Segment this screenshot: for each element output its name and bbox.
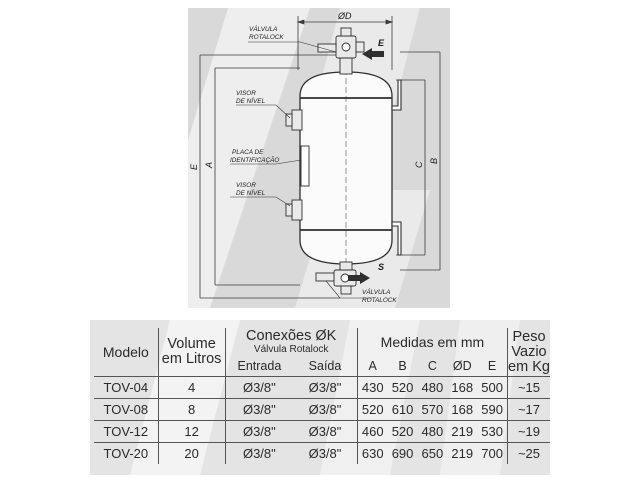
specification-table [94,328,550,464]
header-connections: Conexões ØK Válvula Rotalock [225,328,357,356]
header-c: C [417,356,447,377]
valve-bottom-label-1: VÁLVULA [362,289,391,296]
dimension-b-label: B [429,157,439,164]
visor-bottom-label-1: VISOR [236,182,256,189]
cell-d: 168 [447,377,477,399]
cell-inlet: Ø3/8" [225,421,293,443]
cell-d: 219 [447,421,477,443]
table-row [94,421,550,443]
header-inlet: Entrada [225,356,293,377]
table-row [94,443,550,465]
cell-e: 500 [477,377,507,399]
valve-top-label-2: ROTALOCK [249,34,284,41]
header-model: Modelo [94,328,158,377]
visor-top-label-1: VISOR [236,90,256,97]
cell-c: 480 [417,421,447,443]
specification-table-panel [90,320,550,475]
dimension-e-label: E [189,163,199,170]
cell-c: 570 [417,399,447,421]
cell-e: 700 [477,443,507,465]
header-a: A [357,356,387,377]
cell-b: 520 [388,377,418,399]
cell-outlet: Ø3/8" [293,399,357,421]
diameter-label: ØD [338,11,352,21]
cell-volume: 8 [158,399,225,421]
dimension-a-label: A [204,161,214,168]
cell-d: 168 [447,399,477,421]
cell-e: 590 [477,399,507,421]
cell-weight: ~17 [508,399,550,421]
valve-top-label-1: VÁLVULA [249,26,278,33]
table-row [94,399,550,421]
plate-label-1: PLACA DE [232,149,264,156]
visor-bottom-label-2: DE NÍVEL [236,190,266,197]
cell-a: 630 [361,446,384,461]
cell-inlet: Ø3/8" [225,377,293,399]
valve-bottom-label-2: ROTALOCK [362,297,397,304]
cell-volume: 20 [158,443,225,465]
header-b: B [388,356,418,377]
cell-model: TOV-08 [94,399,158,421]
cell-b: 610 [388,399,418,421]
identification-plate [301,146,309,186]
cell-outlet: Ø3/8" [293,377,357,399]
table-row [94,377,550,399]
cell-weight: ~19 [508,421,550,443]
cell-a: 520 [357,399,387,421]
cell-weight: ~25 [517,446,541,461]
cell-c: 650 [421,446,444,461]
cell-b: 690 [391,446,414,461]
cell-volume: 12 [158,421,225,443]
cell-a: 430 [357,377,387,399]
cell-outlet: Ø3/8" [293,421,357,443]
cell-b: 520 [388,421,418,443]
header-weight: Peso Vazio em Kg [508,328,550,375]
cell-e: 530 [477,421,507,443]
cell-c: 480 [417,377,447,399]
cell-model: TOV-04 [94,377,158,399]
plate-label-2: IDENTIFICAÇÃO [230,157,280,164]
cell-a: 460 [357,421,387,443]
inlet-label: E [378,38,385,48]
header-e: E [477,356,507,377]
cell-weight: ~15 [508,377,550,399]
header-volume: Volume em Litros [158,328,225,377]
cell-model: TOV-12 [94,421,158,443]
header-d: ØD [447,356,477,377]
cell-inlet: Ø3/8" [242,446,276,461]
cell-d: 219 [451,446,474,461]
visor-top-label-2: DE NÍVEL [236,98,266,105]
cell-inlet: Ø3/8" [225,399,293,421]
cell-outlet: Ø3/8" [293,443,357,465]
header-measures: Medidas em mm [357,328,507,356]
outlet-label: S [378,262,385,272]
cell-volume: 4 [158,377,225,399]
dimension-c-label: C [414,161,424,168]
cell-model: TOV-20 [94,443,158,465]
header-outlet: Saída [293,356,357,377]
